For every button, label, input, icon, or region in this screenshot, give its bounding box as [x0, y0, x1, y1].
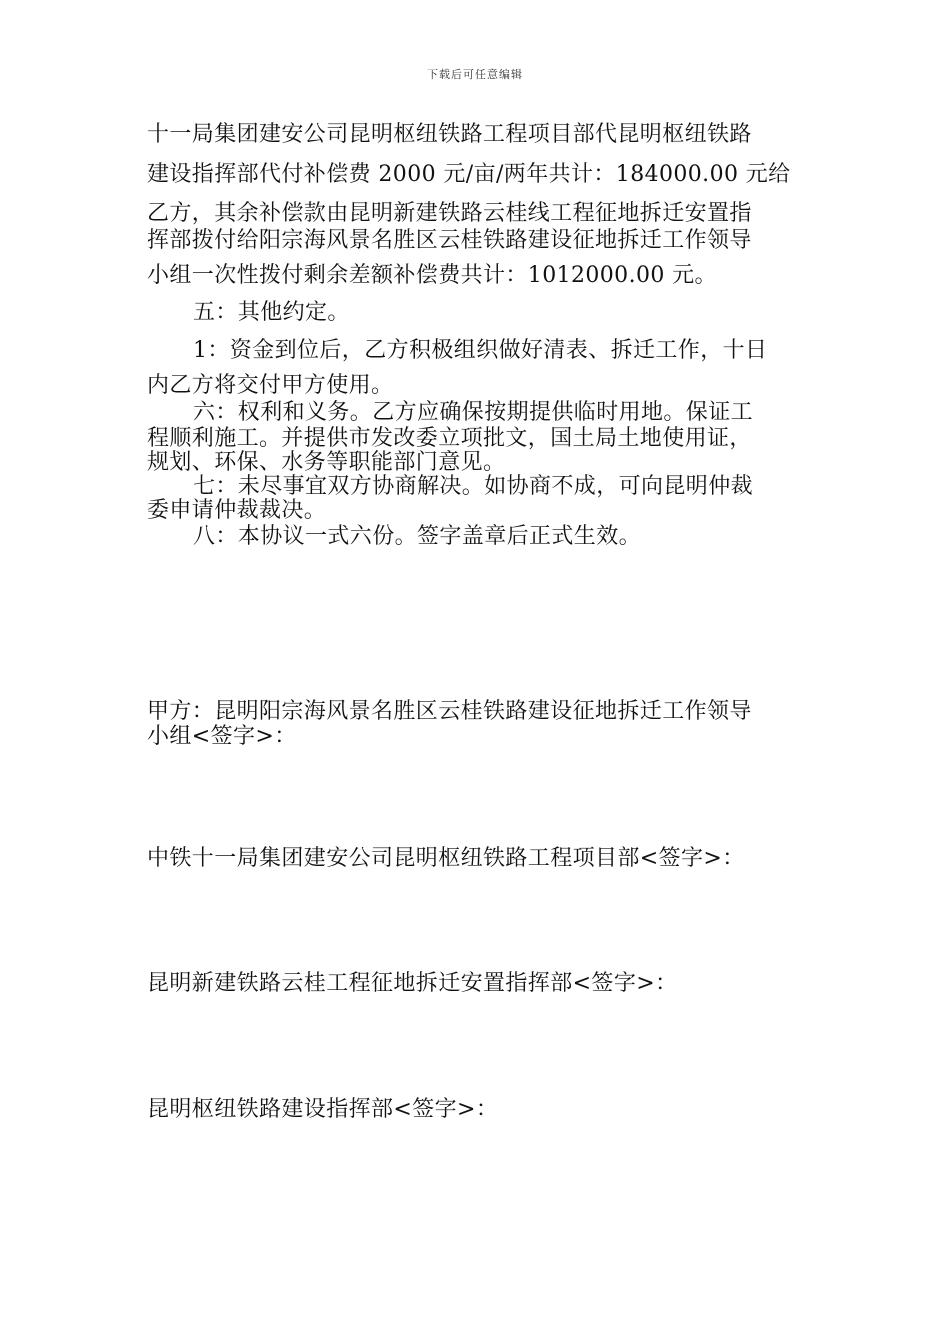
paragraph-line: 委申请仲裁裁决。	[147, 498, 327, 523]
signature-party-a: 甲方：昆明阳宗海风景名胜区云桂铁路建设征地拆迁工作领导	[147, 699, 752, 724]
paragraph-line: 规划、环保、水务等职能部门意见。	[147, 450, 506, 475]
signature-hub-hq: 昆明枢纽铁路建设指挥部<签字>：	[147, 1097, 499, 1122]
signature-resettlement-hq: 昆明新建铁路云桂工程征地拆迁安置指挥部<签字>：	[147, 971, 678, 996]
clause-5-heading: 五：其他约定。	[193, 300, 350, 325]
paragraph-line: 十一局集团建安公司昆明枢纽铁路工程项目部代昆明枢纽铁路	[147, 122, 752, 147]
page-header-note: 下载后可任意编辑	[427, 68, 523, 81]
paragraph-line: 程顺利施工。并提供市发改委立项批文，国土局土地使用证，	[147, 426, 752, 451]
paragraph-line: 乙方，其余补偿款由昆明新建铁路云桂线工程征地拆迁安置指	[147, 201, 752, 226]
clause-8: 八：本协议一式六份。签字盖章后正式生效。	[193, 524, 642, 549]
paragraph-line: 小组一次性拨付剩余差额补偿费共计：1012000.00 元。	[147, 263, 717, 288]
paragraph-line: 挥部拨付给阳宗海风景名胜区云桂铁路建设征地拆迁工作领导	[147, 228, 752, 253]
signature-project-dept: 中铁十一局集团建安公司昆明枢纽铁路工程项目部<签字>：	[147, 846, 745, 871]
clause-6: 六：权利和义务。乙方应确保按期提供临时用地。保证工	[193, 400, 754, 425]
paragraph-line: 建设指挥部代付补偿费 2000 元/亩/两年共计：184000.00 元给	[147, 162, 791, 187]
clause-7: 七：未尽事宜双方协商解决。如协商不成，可向昆明仲裁	[193, 474, 754, 499]
clause-5-item-1: 1：资金到位后，乙方积极组织做好清表、拆迁工作，十日	[193, 338, 768, 363]
paragraph-line: 内乙方将交付甲方使用。	[147, 373, 394, 398]
signature-party-a-cont: 小组<签字>：	[147, 724, 297, 749]
